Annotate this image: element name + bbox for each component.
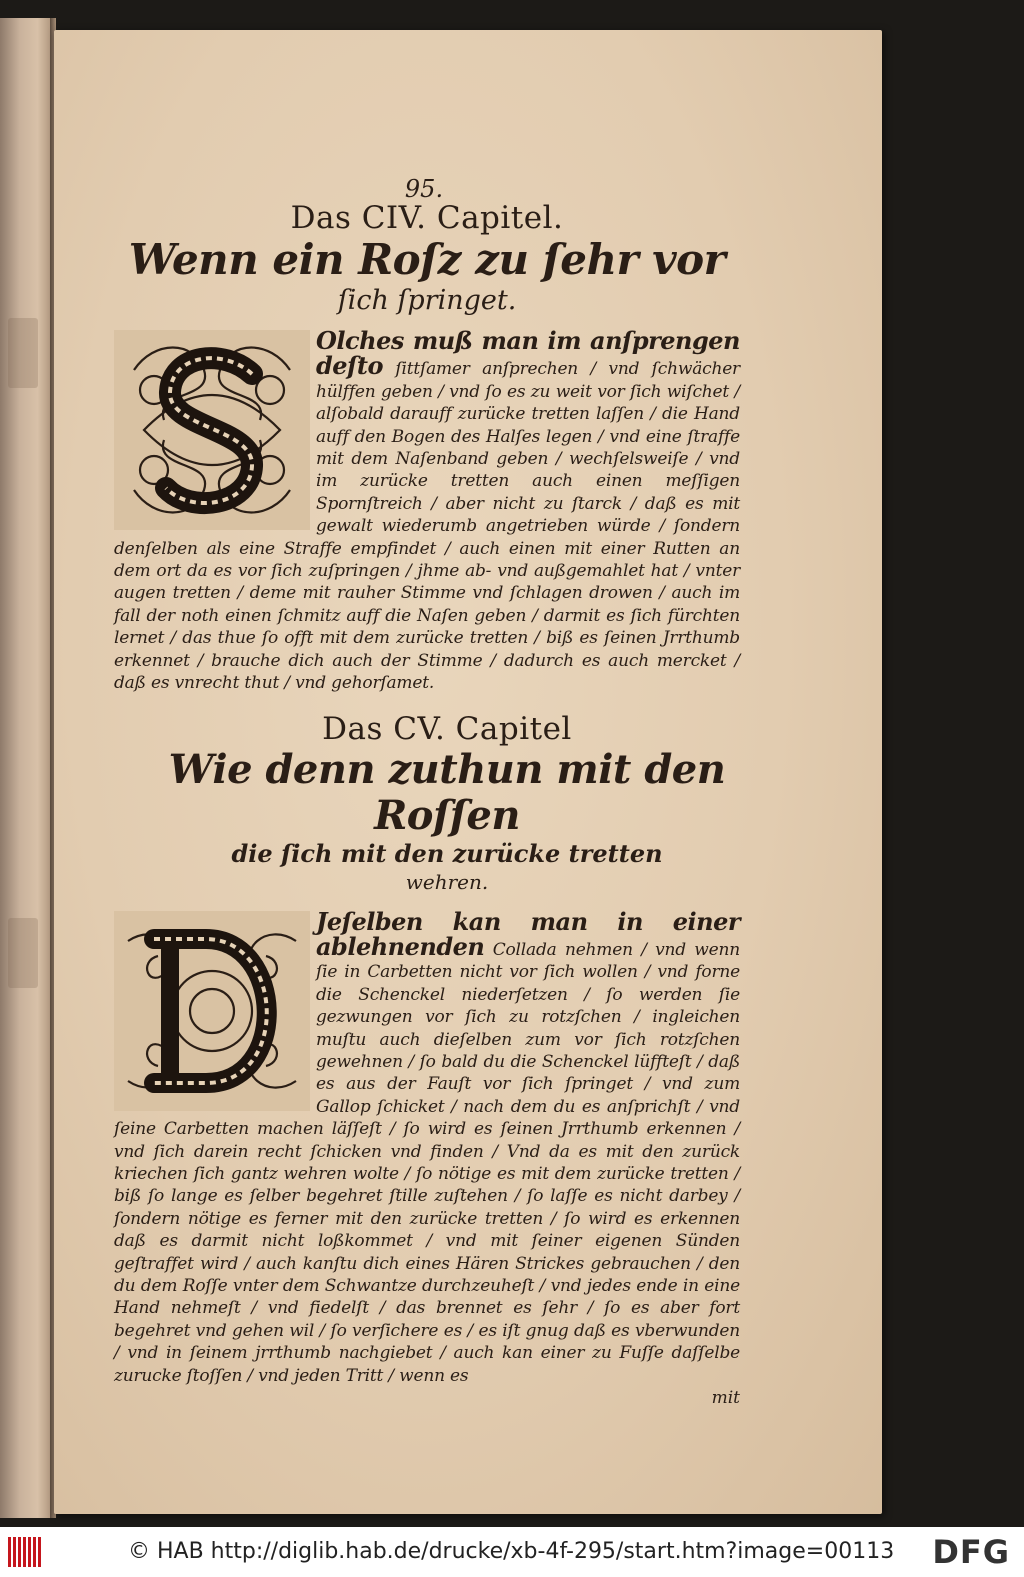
source-credit-link[interactable]: © HAB http://diglib.hab.de/drucke/xb-4f-295/start.htm?image=00113 [128,1539,895,1564]
footer-bar [0,1527,1024,1577]
chapter-105-subtitle-2: wehren. [405,869,489,894]
chapter-104-title: Wenn ein Roſz zu ſehr vor [128,235,726,284]
chapter-105-title: Wie denn zuthun mit den Roſſen [168,745,726,839]
chapter-105-body-text: Collada nehmen / vnd wenn ſie in Carbetten nicht vor ſich wollen / vnd forne die Schenckel niederſetzen / ſo werden ſie gezwungen vor ſich zu rotzſchen / ingleichen muſtu auch dieſelben zum vor ſich rotzſchen gewehnen / ſo bald du die Schenckel lüffteſt / daß es aus der Fauſt vor ſich ſpringet / vnd zum Gallop ſchicket / nach dem du es anſprichſt / vnd ſeine Carbetten machen läſſeſt / ſo wird es ſeinen Jrrthumb erkennen / vnd ſich darein recht ſchicken vnd finden / Vnd da es mit den zurück kriechen ſich gantz wehren wolte / ſo nötige es mit dem zurücke tretten / biß ſo lange es ſelber begehret ſtille zuſtehen / ſo laſſe es nicht darbey / ſondern nötige es ferner mit den zurücke tretten / ſo wird es erkennen daß es darmit nicht loßkommet / vnd mit ſeiner eigenen Sünden geſtraffet wird / auch kanſtu dich eines Hären Strickes gebrauchen / den du dem Roſſe vnter dem Schwantze durchzeuheſt / vnd jedes ende in eine Hand nehmeſt / vnd fiedelſt / das brennet es ſehr / ſo es aber fort begehret vnd gehen wil / ſo verſichere es / es iſt gnug daß es vberwunden / vnd in ſeinem jrrthumb nachgiebet / auch kan einer zu Fuſſe daſſelbe zurucke ſtoſſen / vnd jeden Tritt / wenn es [114,939,740,1386]
chapter-105-lead-text: Jeſelben kan man in einer ablehnenden [316,906,740,961]
chapter-104-lead-text: Olches muß man im anſprengen deſto [316,326,740,381]
initial-s-ornament-icon [114,330,310,530]
chapter-105-label: Das CV. Capitel [322,710,572,747]
facing-page-edge [0,18,52,1518]
decorated-initial-d [114,911,310,1111]
facing-page-bleed [8,918,38,988]
chapter-104-subtitle: ſich ſpringet. [337,285,517,316]
page-content [114,176,740,1409]
chapter-105-body [114,906,740,1410]
page-number: 95. [404,175,444,203]
chapter-104-body [114,326,740,695]
chapter-105-subtitle: die ſich mit den zurücke tretten [231,838,663,868]
chapter-104-body-text: ſittſamer anſprechen / vnd ſchwächer hülffen geben / vnd ſo es zu weit vor ſich wiſchet / alſobald darauff zurücke tretten laſſen / die Hand auff den Bogen des Halſes legen / vnd eine ſtraffe mit dem Naſenband geben / wechſelsweiſe / vnd im zurücke tretten auch einen meſſigen Spornſtreich / aber nicht zu ſtarck / daß es mit gewalt wiederumb angetrieben würde / ſondern denſelben als eine Straffe empfindet / auch einen mit einer Rutten an dem ort da es vor ſich zuſpringen / jhme ab- vnd außgemahlet hat / vnter augen tretten / deme mit rauher Stimme vnd ſchlagen drowen / auch im fall der noth einen ſchmitz auff die Naſen geben / darmit es ſich fürchten lernet / das thue ſo offt mit dem zurücke tretten / biß es ſeinen Jrrthumb erkennet / brauche dich auch der Stimme / dadurch es auch mercket / daß es vnrecht thut / vnd gehorſamet. [114,359,740,694]
hab-logo-icon [8,1537,42,1567]
initial-d-ornament-icon [114,911,310,1111]
chapter-104-label: Das CIV. Capitel. [290,200,564,236]
decorated-initial-s [114,330,310,530]
catchword: mit [711,1388,740,1409]
dfg-logo: DFG [932,1533,1010,1571]
facing-page-bleed [8,318,38,388]
